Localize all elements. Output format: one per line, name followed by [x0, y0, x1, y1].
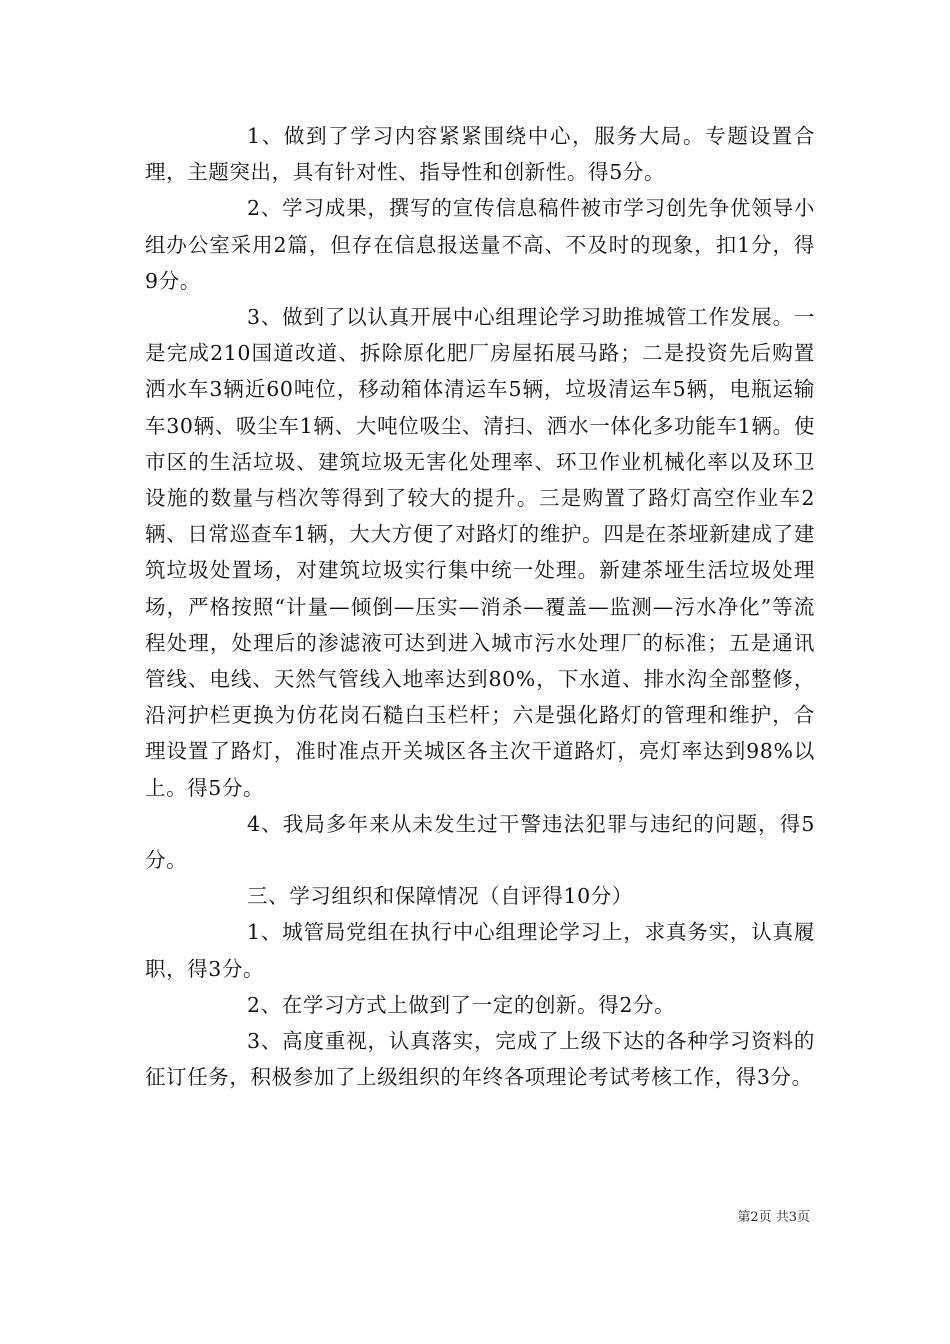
paragraph-item-3: 3、做到了以认真开展中心组理论学习助推城管工作发展。一是完成210国道改道、拆除原化肥厂房屋拓展马路；二是投资先后购置洒水车3辆近60吨位，移动箱体清运车5辆，垃圾清运车5辆，电瓶运输车30辆、吸尘车1辆、大吨位吸尘、清扫、洒水一体化多功能车1辆。使市区的生活垃圾、建筑垃圾无害化处理率、环卫作业机械化率以及环卫设施的数量与档次等得到了较大的提升。三是购置了路灯高空作业车2辆、日常巡查车1辆，大大方便了对路灯的维护。四是在茶垭新建成了建筑垃圾处置场，对建筑垃圾实行集中统一处理。新建茶垭生活垃圾处理场，严格按照“计量—倾倒—压实—消杀—覆盖—监测—污水净化”等流程处理，处理后的渗滤液可达到进入城市污水处理厂的标准；五是通讯管线、电线、天然气管线入地率达到80%，下水道、排水沟全部整修，沿河护栏更换为仿花岗石糙白玉栏杆；六是强化路灯的管理和维护，合理设置了路灯，准时准点开关城区各主次干道路灯，亮灯率达到98%以上。得5分。	[145, 305, 815, 800]
page-number-footer: 第2页 共3页	[737, 1210, 810, 1225]
paragraph-item-5: 1、城管局党组在执行中心组理论学习上，求真务实，认真履职，得3分。	[145, 920, 815, 981]
paragraph-item-7: 3、高度重视，认真落实，完成了上级下达的各种学习资料的征订任务，积极参加了上级组织的年终各项理论考试考核工作，得3分。	[145, 1029, 815, 1090]
paragraph-item-6: 2、在学习方式上做到了一定的创新。得2分。	[247, 992, 676, 1017]
paragraph-item-2: 2、学习成果，撰写的宣传信息稿件被市学习创先争优领导小组办公室采用2篇，但存在信息报送量不高、不及时的现象，扣1分，得9分。	[145, 196, 815, 293]
paragraph-item-4: 4、我局多年来从未发生过干警违法犯罪与违纪的问题，得5分。	[145, 811, 815, 873]
document-body	[145, 118, 815, 1095]
paragraph-item-1: 1、做到了学习内容紧紧围绕中心，服务大局。专题设置合理，主题突出，具有针对性、指导性和创新性。得5分。	[145, 124, 815, 185]
section-heading: 三、学习组织和保障情况（自评得10分）	[247, 884, 633, 909]
